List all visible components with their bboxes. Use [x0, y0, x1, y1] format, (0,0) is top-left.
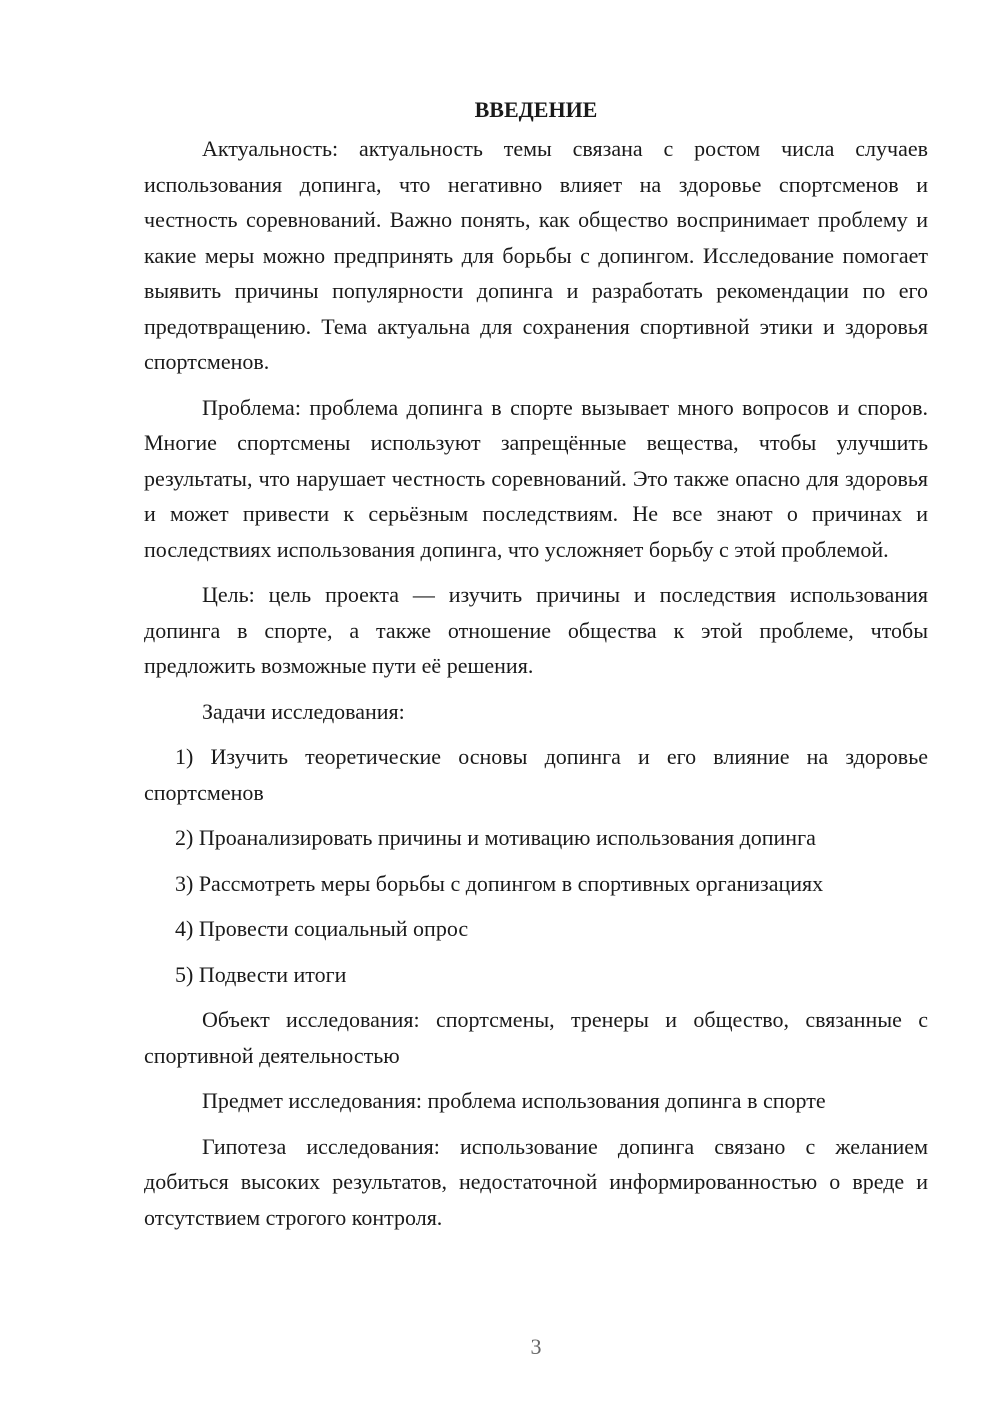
paragraph-problem: Проблема: проблема допинга в спорте вызывает много вопросов и споров. Многие спортсмены используют запрещённые вещества, чтобы улучшить результаты, что нарушает честность соревнований. Это также опасно для здоровья и может привести к серьёзным последствиям. Не все знают о причинах и последствиях использования допинга, что усложняет борьбу с этой проблемой. — [144, 394, 928, 562]
page-number: 3 — [530, 1334, 542, 1359]
task-item-4: 4) Провести социальный опрос — [175, 916, 469, 941]
paragraph-object: Объект исследования: спортсмены, тренеры и общество, связанные с спортивной деятельностью — [144, 1007, 928, 1068]
tasks-heading: Задачи исследования: — [202, 698, 405, 724]
page-title: ВВЕДЕНИЕ — [474, 97, 598, 122]
task-item-1: 1) Изучить теоретические основы допинга и его влияние на здоровье спортсменов — [144, 744, 928, 805]
paragraph-hypothesis: Гипотеза исследования: использование допинга связано с желанием добиться высоких результатов, недостаточной информированностью о вреде и отсутствием строгого контроля. — [144, 1133, 928, 1230]
task-item-2: 2) Проанализировать причины и мотивацию использования допинга — [175, 825, 816, 850]
page-content — [144, 92, 928, 1245]
paragraph-relevance: Актуальность: актуальность темы связана с ростом числа случаев использования допинга, что негативно влияет на здоровье спортсменов и честность соревнований. Важно понять, как общество воспринимает проблему и какие меры можно предпринять для борьбы с допингом. Исследование помогает выявить причины популярности допинга и разработать рекомендации по его предотвращению. Тема актуальна для сохранения спортивной этики и здоровья спортсменов. — [144, 136, 928, 374]
task-item-3: 3) Рассмотреть меры борьбы с допингом в спортивных организациях — [175, 870, 824, 896]
task-item-5: 5) Подвести итоги — [175, 961, 347, 987]
paragraph-subject: Предмет исследования: проблема использования допинга в спорте — [202, 1088, 826, 1113]
paragraph-goal: Цель: цель проекта — изучить причины и последствия использования допинга в спорте, а также отношение общества к этой проблеме, чтобы предложить возможные пути её решения. — [144, 582, 928, 678]
